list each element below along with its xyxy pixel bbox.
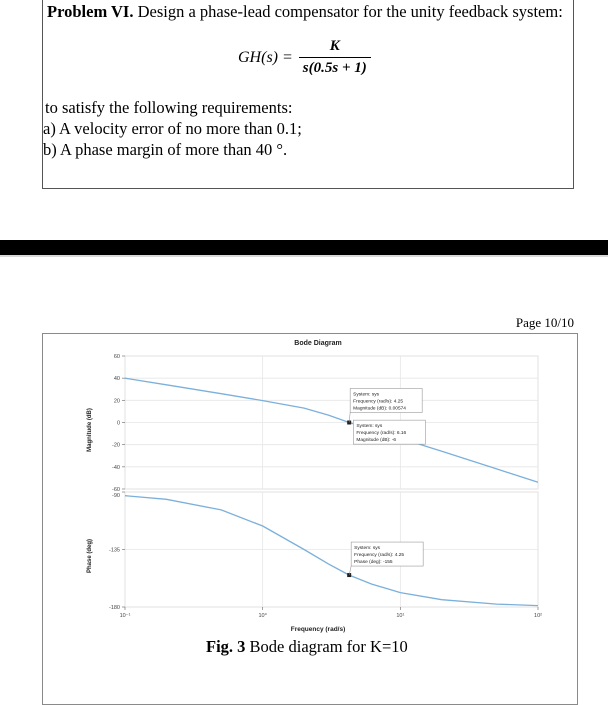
requirement-item: b) A phase margin of more than 40 °. bbox=[43, 140, 288, 159]
magnitude-tick-label: -60 bbox=[112, 487, 120, 493]
magnitude-axis-label: Magnitude (dB) bbox=[87, 408, 93, 452]
phase-axis-label: Phase (deg) bbox=[87, 538, 93, 574]
figure-caption-text: Bode diagram for K=10 bbox=[245, 637, 408, 656]
magnitude-tick-label: 0 bbox=[116, 420, 120, 427]
magnitude-tick-label: -40 bbox=[112, 464, 120, 471]
formula-fraction bbox=[299, 38, 371, 77]
phase-tick-label: -180 bbox=[108, 605, 120, 611]
magnitude-tick-label: 40 bbox=[113, 376, 120, 383]
magnitude-tick-label: 60 bbox=[113, 354, 120, 360]
datatip-text: Magnitude (dB): -6 bbox=[356, 438, 397, 444]
requirements-intro: to satisfy the following requirements: bbox=[45, 98, 293, 117]
problem-title bbox=[47, 2, 563, 22]
figure-caption-label: Fig. 3 bbox=[206, 637, 246, 656]
formula-lhs: GH(s) = bbox=[238, 48, 293, 66]
datatip-text: Frequency (rad/s): 4.25 bbox=[354, 553, 405, 559]
problem-label: Problem VI. bbox=[47, 2, 134, 21]
page-separator bbox=[0, 255, 608, 257]
problem-statement: Design a phase-lead compensator for the unity feedback system: bbox=[133, 2, 563, 21]
x-tick-label: 10⁻¹ bbox=[119, 613, 131, 619]
datatip-text: Magnitude (dB): 0.00574 bbox=[353, 406, 406, 412]
formula-numerator: K bbox=[329, 38, 340, 54]
chart-title: Bode Diagram bbox=[294, 340, 342, 347]
formula-denominator: s(0.5s + 1) bbox=[299, 57, 371, 77]
datatip-text: Phase (deg): -155 bbox=[354, 560, 393, 566]
page-divider-bar bbox=[0, 240, 608, 255]
datatip-text: System: sys bbox=[354, 546, 381, 552]
requirement-item: a) A velocity error of no more than 0.1; bbox=[43, 119, 302, 138]
problem-statement-box bbox=[42, 0, 574, 189]
frequency-axis-label: Frequency (rad/s) bbox=[290, 626, 346, 633]
datatip-text: System: sys bbox=[353, 392, 380, 398]
page-number: Page 10/10 bbox=[515, 315, 574, 330]
figure-caption bbox=[206, 637, 408, 657]
bode-diagram bbox=[43, 334, 577, 634]
datatip-text: Frequency (rad/s): 6.16 bbox=[356, 431, 407, 437]
datatip-text: System: sys bbox=[356, 424, 383, 430]
phase-tick-label: -90 bbox=[112, 493, 120, 499]
datatip-text: Frequency (rad/s): 4.25 bbox=[353, 399, 404, 405]
transfer-function bbox=[238, 38, 371, 77]
x-tick-label: 10² bbox=[534, 613, 542, 619]
x-tick-label: 10¹ bbox=[396, 613, 405, 619]
magnitude-tick-label: 20 bbox=[113, 398, 120, 405]
phase-tick-label: -135 bbox=[108, 547, 120, 554]
x-tick-label: 10⁰ bbox=[258, 613, 267, 619]
magnitude-tick-label: -20 bbox=[112, 442, 120, 449]
requirements-list bbox=[43, 118, 573, 160]
